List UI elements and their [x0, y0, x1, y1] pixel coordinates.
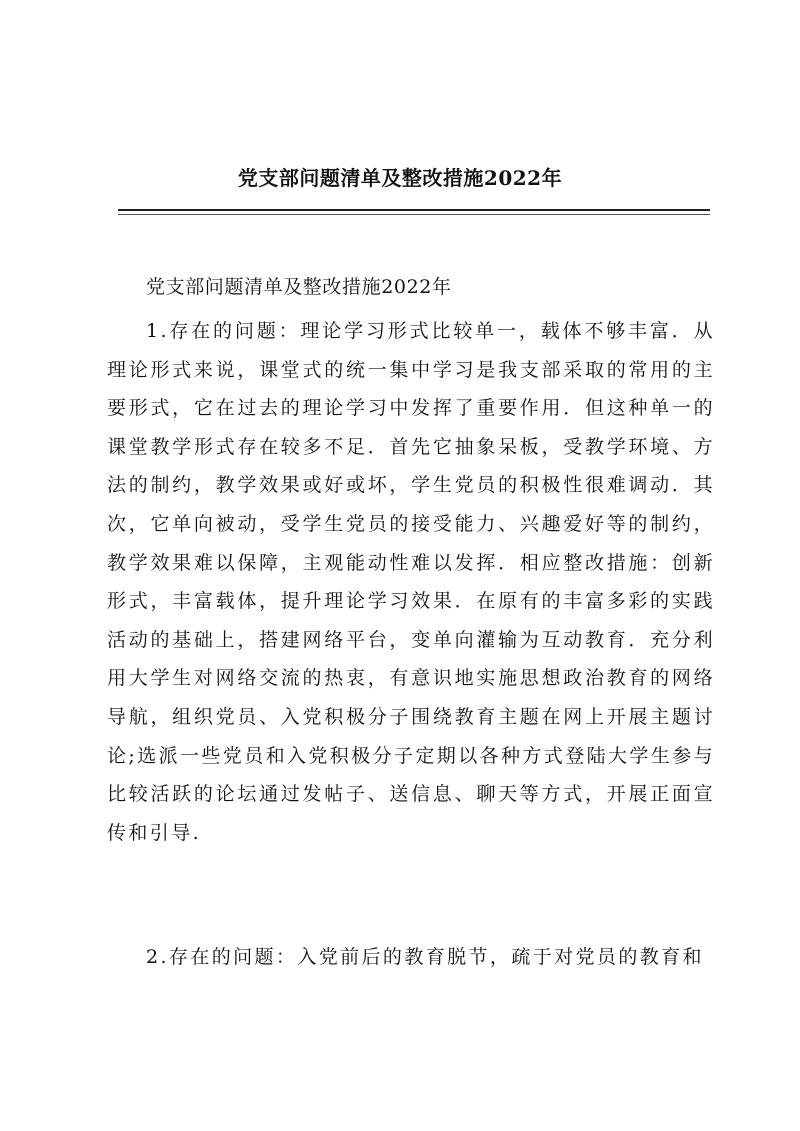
paragraph-2-text: 2.存在的问题：入党前后的教育脱节，疏于对党员的教育和 — [146, 946, 704, 968]
paragraph-2 — [107, 938, 715, 977]
paragraph-1 — [107, 312, 715, 852]
paragraph-1-text: 1.存在的问题：理论学习形式比较单一，载体不够丰富．从理论形式来说，课堂式的统一集中学习是我支部采取的常用的主要形式，它在过去的理论学习中发挥了重要作用．但这种单一的课堂教学形式存在较多不足．首先它抽象呆板，受教学环境、方法的制约，教学效果或好或坏，学生党员的积极性很难调动．其次，它单向被动，受学生党员的接受能力、兴趣爱好等的制约，教学效果难以保障，主观能动性难以发挥．相应整改措施：创新形式，丰富载体，提升理论学习效果．在原有的丰富多彩的实践活动的基础上，搭建网络平台，变单向灌输为互动教育．充分利用大学生对网络交流的热衷，有意识地实施思想政治教育的网络导航，组织党员、入党积极分子围绕教育主题在网上开展主题讨论;选派一些党员和入党积极分子定期以各种方式登陆大学生参与比较活跃的论坛通过发帖子、送信息、聊天等方式，开展正面宣传和引导. — [107, 320, 716, 844]
document-title: 党支部问题清单及整改措施2022年 — [237, 166, 563, 190]
title-divider-thick — [118, 209, 710, 211]
document-subtitle: 党支部问题清单及整改措施2022年 — [146, 276, 452, 298]
title-divider-thin — [118, 214, 710, 215]
